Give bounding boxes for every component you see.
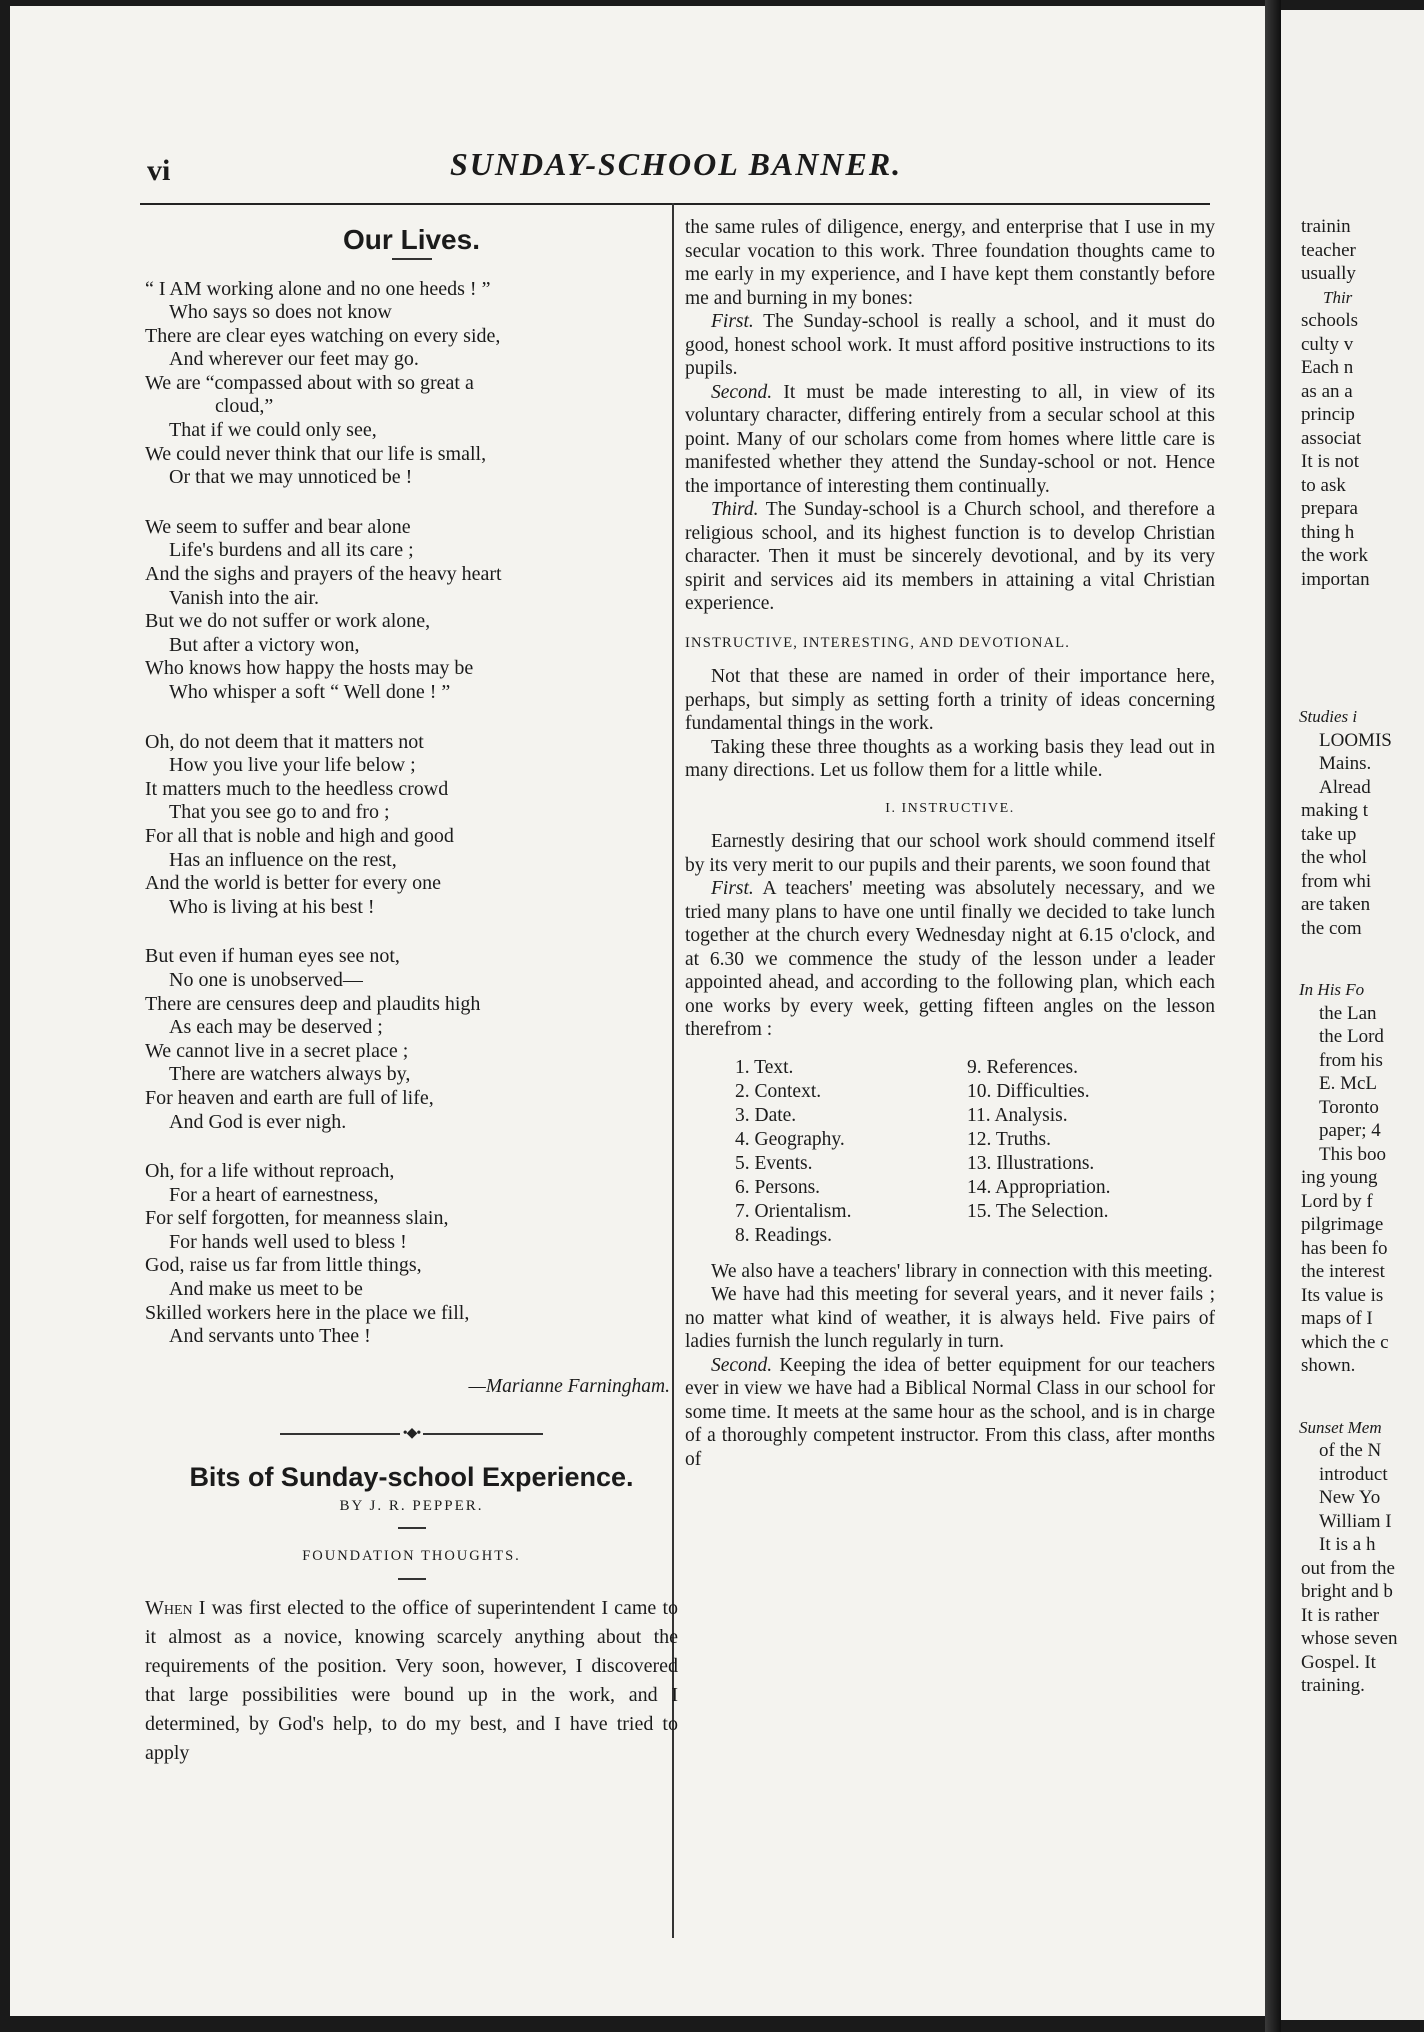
plan-item: 4. Geography. (735, 1128, 845, 1150)
poem-line: Life's burdens and all its care ; (169, 539, 414, 562)
poem-line: We are “compassed about with so great a (145, 371, 474, 394)
facing-line: introduct (1319, 1463, 1388, 1485)
plan-item: 13. Illustrations. (967, 1152, 1095, 1174)
keeping-label: Second. (711, 1354, 773, 1376)
paragraph-earnestly: Earnestly desiring that our school work should commend itself by its very merit to our pupils and their parents, we soon found that (685, 831, 1215, 876)
first-text: The Sunday-school is really a school, and it must do good, honest school work. It must afford positive instructions to its pupils. (685, 311, 1215, 379)
poem-line: It matters much to the heedless crowd (145, 777, 449, 800)
left-column (145, 216, 678, 1768)
facing-line: It is rather (1301, 1604, 1380, 1626)
poem-line: Who whisper a soft “ Well done ! ” (169, 681, 451, 703)
facing-gap (1301, 667, 1398, 705)
third-label: Third. (711, 499, 759, 520)
poem-line: That you see go to and fro ; (169, 801, 390, 824)
facing-line: ing young (1301, 1167, 1378, 1188)
third-text: The Sunday-school is a Church school, and therefore a religious school, and its highest function is to develop Christian character. Then it must be sincerely devotional, and by its very spirit and services aid its members in attaining a vital Christian experience. (685, 499, 1215, 614)
facing-line: schools (1301, 310, 1358, 331)
poem-line: God, raise us far from little things, (145, 1254, 422, 1277)
plan-item: 9. References. (967, 1056, 1078, 1078)
poem-line: And servants unto Thee ! (169, 1325, 371, 1348)
paragraph-second (685, 381, 1215, 499)
facing-line: E. McL (1319, 1073, 1378, 1094)
paragraph-library: We also have a teachers' library in connection with this meeting. (711, 1260, 1213, 1282)
page-number: vi (147, 154, 171, 187)
facing-line: the interest (1301, 1261, 1385, 1282)
section-ornament: •◆• (145, 1422, 678, 1446)
poem-line: No one is unobserved— (169, 968, 363, 991)
paragraph-first (685, 310, 1215, 381)
poem-title: Our Lives. (343, 224, 480, 255)
poem-line: We seem to suffer and bear alone (145, 515, 411, 538)
poem-stanza (145, 1160, 678, 1349)
facing-line: pilgrimage (1301, 1214, 1384, 1235)
facing-line: princip (1301, 404, 1355, 425)
facing-line: usually (1301, 263, 1356, 284)
poem-line: Vanish into the air. (169, 586, 319, 609)
facing-line: Studies i (1299, 707, 1358, 726)
poem-line: That if we could only see, (169, 419, 377, 442)
poem-line: Who knows how happy the hosts may be (145, 657, 474, 680)
facing-line: Thir (1323, 287, 1353, 307)
facing-line: Alread (1319, 776, 1371, 798)
plan-item: 14. Appropriation. (967, 1176, 1111, 1198)
right-column (685, 216, 1215, 1471)
poem-line: Has an influence on the rest, (169, 848, 397, 871)
intro-text: I was first elected to the office of superintendent I came to it almost as a novice, knowing scarcely anything about the requirements of the position. Very soon, however, I discovered that large possibilities were bound up in the work, and I determined, by God's help, to do my best, and I have tried to apply (145, 1597, 678, 1765)
facing-line: This boo (1319, 1143, 1387, 1165)
lesson-plan-list (735, 1056, 1215, 1248)
second-text: It must be made interesting to all, in view of its voluntary character, differing entirely from a secular school at this point. Many of our scholars come from homes where little care is manifested whether they attend the Sunday-school or not. Hence the importance of interesting them continually. (685, 381, 1215, 497)
facing-line: Its value is (1301, 1284, 1384, 1306)
facing-line: It is a h (1319, 1534, 1376, 1555)
article-byline: BY J. R. PEPPER. (339, 1498, 484, 1515)
plan-column-1 (735, 1056, 967, 1248)
facing-line: prepara (1301, 498, 1358, 519)
plan-item: 7. Orientalism. (735, 1200, 852, 1222)
poem-line: We could never think that our life is small, (145, 442, 487, 465)
facing-line: William I (1319, 1510, 1392, 1532)
meeting-label: First. (711, 878, 754, 899)
poem-line: For a heart of earnestness, (169, 1183, 379, 1206)
plan-item: 11. Analysis. (967, 1104, 1068, 1126)
plan-item: 3. Date. (735, 1104, 797, 1126)
facing-line: importan (1301, 568, 1370, 590)
second-label: Second. (711, 381, 773, 403)
poem-body (145, 278, 678, 1349)
facing-line: LOOMIS (1319, 729, 1392, 751)
header-rule (140, 203, 1210, 205)
plan-item: 5. Events. (735, 1152, 813, 1174)
caps-heading: INSTRUCTIVE, INTERESTING, AND DEVOTIONAL. (685, 634, 1071, 651)
paragraph-meeting-first (685, 877, 1215, 1042)
facing-page-text (1301, 215, 1398, 1698)
facing-line: In His Fo (1299, 980, 1365, 999)
poem-line: And the world is better for every one (145, 872, 442, 895)
facing-line: to ask (1301, 474, 1346, 496)
facing-line: Mains. (1319, 753, 1372, 774)
plan-column-2 (967, 1056, 1111, 1248)
poem-line: “ I AM working alone and no one heeds ! ” (145, 277, 491, 300)
facing-line: take up (1301, 823, 1357, 845)
facing-line: has been fo (1301, 1237, 1388, 1259)
paragraph-third (685, 498, 1215, 616)
poem-line: For all that is noble and high and good (145, 824, 454, 847)
poem-line: For heaven and earth are full of life, (145, 1086, 434, 1109)
poem-attribution: —Marianne Farningham. (468, 1375, 670, 1397)
facing-gap (1301, 591, 1398, 629)
facing-line: the Lan (1319, 1002, 1377, 1024)
facing-line: of the N (1319, 1440, 1382, 1461)
plan-item: 2. Context. (735, 1080, 822, 1102)
poem-stanza (145, 516, 678, 705)
poem-line: But we do not suffer or work alone, (145, 610, 431, 633)
facing-line: It is not (1301, 451, 1360, 472)
poem-line: And God is ever nigh. (169, 1110, 347, 1133)
intro-first-word: When (145, 1597, 193, 1620)
poem-line: And make us meet to be (169, 1278, 363, 1301)
plan-item: 1. Text. (735, 1056, 794, 1078)
article-title: Bits of Sunday-school Experience. (189, 1461, 634, 1492)
facing-line: Toronto (1319, 1096, 1379, 1118)
title-rule (392, 258, 432, 260)
facing-line: paper; 4 (1319, 1120, 1381, 1141)
journal-title: SUNDAY-SCHOOL BANNER. (450, 146, 903, 182)
facing-line: which the c (1301, 1331, 1389, 1353)
byline-rule (398, 1527, 426, 1529)
poem-line: But after a victory won, (169, 633, 360, 656)
poem-line: For hands well used to bless ! (169, 1230, 407, 1253)
page (10, 6, 1265, 2016)
poem-line: And wherever our feet may go. (169, 348, 419, 371)
facing-line: the com (1301, 917, 1362, 939)
paragraph-keeping (685, 1354, 1215, 1472)
intro-paragraph (145, 1594, 678, 1768)
facing-line: as an a (1301, 380, 1353, 402)
poem-line: Who is living at his best ! (169, 895, 375, 918)
facing-line: associat (1301, 427, 1362, 449)
poem-line: As each may be deserved ; (169, 1016, 383, 1039)
poem-line: For self forgotten, for meanness slain, (145, 1207, 449, 1230)
facing-line: are taken (1301, 894, 1371, 915)
subhead-rule (398, 1578, 426, 1580)
plan-item: 8. Readings. (735, 1224, 832, 1246)
facing-line: the work (1301, 545, 1369, 566)
facing-line: Sunset Mem (1299, 1417, 1382, 1437)
facing-line: making t (1301, 800, 1369, 821)
poem-line: How you live your life below ; (169, 754, 416, 777)
facing-gap (1301, 629, 1398, 667)
plan-item: 15. The Selection. (967, 1200, 1109, 1222)
facing-line: bright and b (1301, 1581, 1393, 1602)
page-gutter (1265, 0, 1281, 2032)
running-head (10, 146, 1265, 186)
first-label: First. (711, 311, 754, 332)
poem-line: Who says so does not know (169, 301, 392, 324)
facing-line: New Yo (1319, 1487, 1381, 1508)
facing-line: Gospel. It (1301, 1651, 1376, 1673)
facing-line: from his (1319, 1049, 1383, 1071)
facing-gap (1301, 940, 1398, 978)
facing-line: whose seven (1301, 1628, 1398, 1649)
plan-item: 10. Difficulties. (967, 1080, 1090, 1102)
poem-line: Skilled workers here in the place we fill, (145, 1301, 470, 1324)
paragraph-not-that: Not that these are named in order of their importance here, perhaps, but simply as setting forth a trinity of ideas concerning fundamental things in the work. (685, 666, 1215, 734)
facing-line: shown. (1301, 1355, 1356, 1376)
poem-line: There are censures deep and plaudits high (145, 992, 481, 1015)
facing-line: training. (1301, 1675, 1365, 1696)
poem-line: And the sighs and prayers of the heavy heart (145, 563, 502, 586)
facing-line: teacher (1301, 239, 1356, 261)
poem-stanza (145, 278, 678, 490)
plan-item: 6. Persons. (735, 1176, 821, 1198)
facing-line: out from the (1301, 1557, 1395, 1579)
facing-line: trainin (1301, 216, 1351, 237)
plan-item: 12. Truths. (967, 1128, 1051, 1150)
poem-line: Oh, do not deem that it matters not (145, 730, 424, 753)
facing-line: Each n (1301, 357, 1354, 378)
facing-gap (1301, 1378, 1398, 1416)
facing-line: thing h (1301, 521, 1355, 543)
facing-page (1281, 10, 1424, 2020)
poem-line: We cannot live in a secret place ; (145, 1039, 409, 1062)
paragraph-meeting-held: We have had this meeting for several years, and it never fails ; no matter what kind of weather, it is always held. Five pairs of ladies furnish the lunch regularly in turn. (685, 1284, 1215, 1352)
facing-line: Lord by f (1301, 1190, 1373, 1212)
facing-line: the Lord (1319, 1026, 1384, 1047)
keeping-text: Keeping the idea of better equipment for our teachers ever in view we have had a Biblical Normal Class in our school for some time. It meets at the same hour as the school, and is in charge of a thoroughly competent instructor. From this class, after months of (685, 1354, 1215, 1470)
facing-line: culty v (1301, 333, 1354, 355)
poem-stanza (145, 945, 678, 1134)
meeting-text: A teachers' meeting was absolutely necessary, and we tried many plans to have one until finally we decided to take lunch together at the church every Wednesday night at 6.15 o'clock, and at 6.30 we commence the study of the lesson under a leader appointed ahead, and according to the following plan, which each one works by every week, getting fifteen angles on the lesson therefrom : (685, 878, 1215, 1040)
article-subhead: FOUNDATION THOUGHTS. (302, 1547, 521, 1564)
poem-line: Or that we may unnoticed be ! (169, 466, 413, 489)
poem-line: Oh, for a life without reproach, (145, 1160, 395, 1183)
section-heading: I. INSTRUCTIVE. (885, 800, 1015, 816)
poem-line: cloud,” (215, 395, 274, 418)
poem-line: But even if human eyes see not, (145, 945, 400, 968)
facing-line: the whol (1301, 847, 1367, 868)
facing-line: maps of I (1301, 1308, 1373, 1329)
poem-stanza (145, 731, 678, 920)
paragraph-continued: the same rules of diligence, energy, and enterprise that I use in my secular vocation to this work. Three foundation thoughts came to me early in my experience, and I have kept them constantly before me and burning in my bones: (685, 217, 1215, 309)
poem-line: There are clear eyes watching on every side, (145, 324, 501, 347)
paragraph-taking: Taking these three thoughts as a working basis they lead out in many directions. Let us follow them for a little while. (685, 736, 1215, 781)
facing-line: from whi (1301, 870, 1372, 892)
poem-line: There are watchers always by, (169, 1063, 411, 1086)
